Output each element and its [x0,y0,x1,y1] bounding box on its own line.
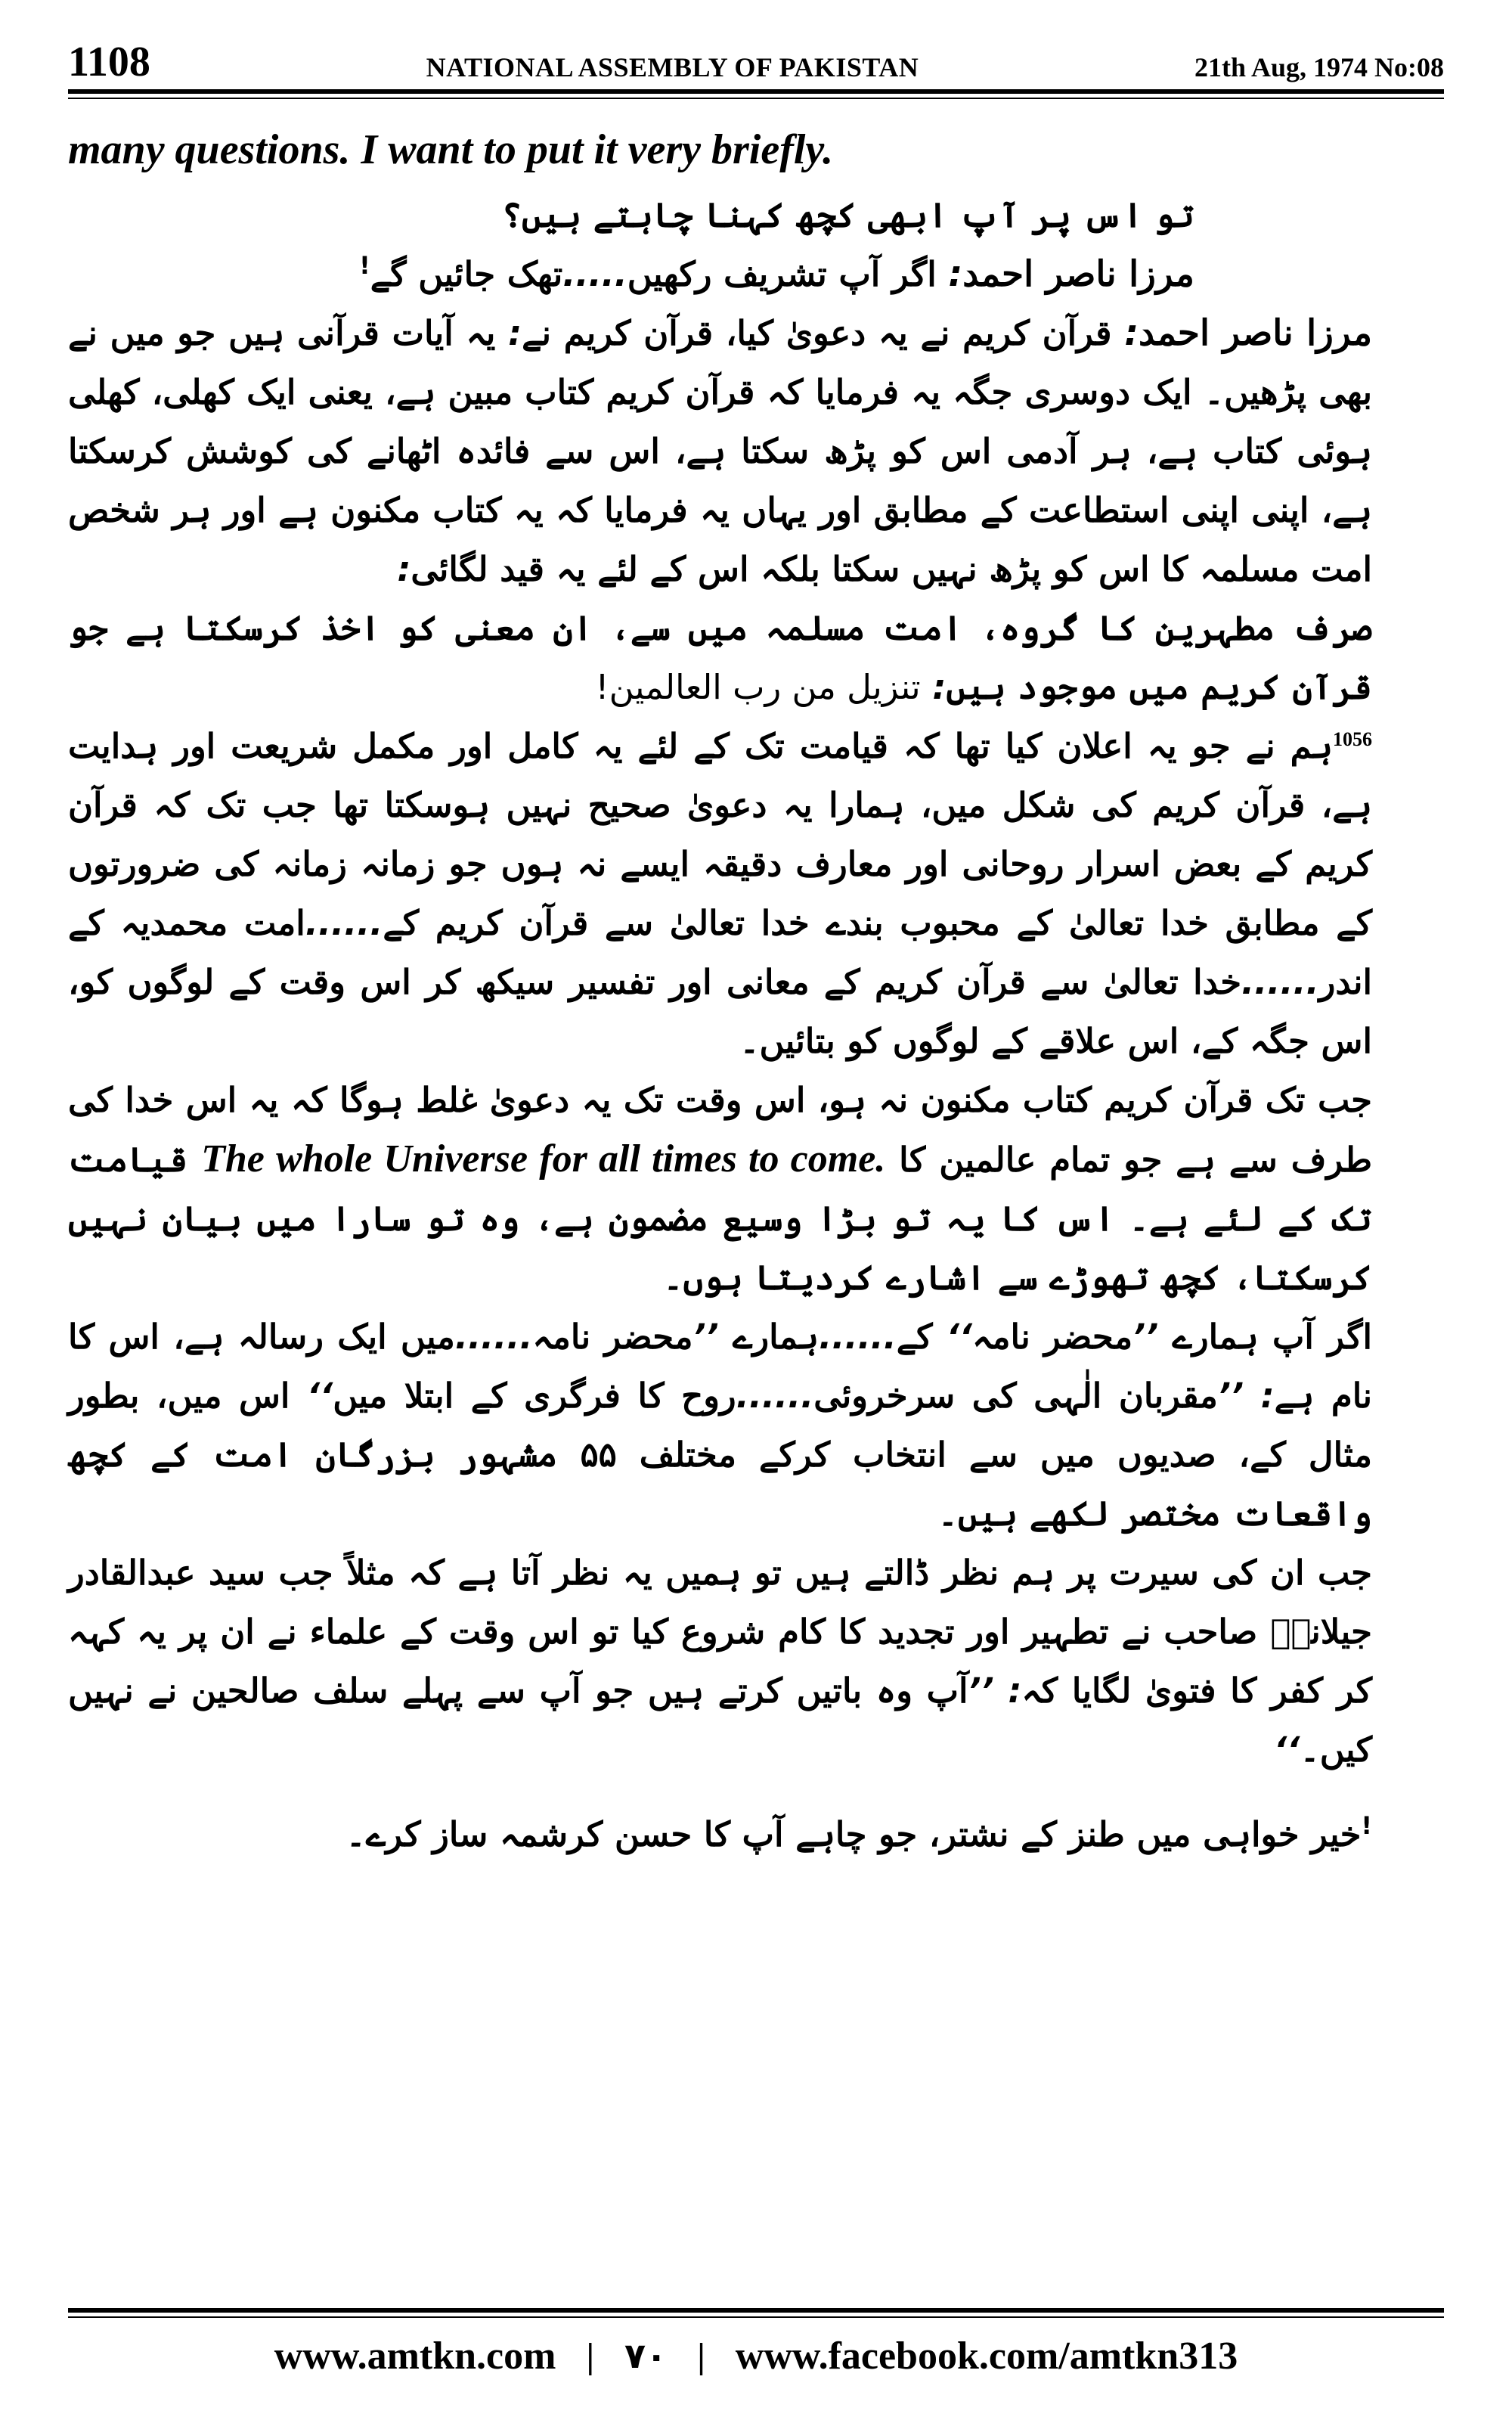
page-header [68,30,1444,83]
footer-separator-right: | [697,2335,705,2376]
header-rule-thin [68,98,1444,99]
header-date-number: 21th Aug, 1974 No:08 [1194,52,1444,82]
speaker-paragraph-1 [68,245,1444,304]
paragraph-text-b: قیامت تک کے لئے ہے۔ اس کا یہ تو بڑا وسیع مضمون ہے، وہ تو سارا میں بیان نہیں کرسکتا، کچھ تھوڑے سے اشارے کردیتا ہوں۔ [68,1140,1372,1298]
footnote-reference: ! [359,251,370,281]
inline-english-phrase: The whole Universe for all times to come. [201,1137,886,1181]
footnote-mark: ! [1361,1811,1372,1841]
footer-rule-thin [68,2316,1444,2318]
paragraph-text-a: جب تک قرآن کریم کتاب مکنون نہ ہو، اس وقت تک یہ دعویٰ غلط ہوگا کہ یہ اس خدا کی طرف سے ہے جو تمام عالمین کا [68,1080,1373,1181]
paragraph-1056 [68,717,1444,1071]
header-title: NATIONAL ASSEMBLY OF PAKISTAN [426,52,919,82]
page-footer [68,2329,1444,2382]
footer-rule-thick [68,2308,1444,2313]
universe-paragraph [68,1071,1444,1308]
paragraph-text: صرف مطہرین کا گروہ، امت مسلمہ میں سے، ان معنی کو اخذ کرسکتا ہے جو قرآن کریم میں موجود ہیں: [68,608,1372,708]
speaker-name: مرزا ناصر احمد: [948,253,1194,296]
mahzarnama-paragraph [68,1308,1444,1544]
urdu-page-number: ۷۰ [624,2335,668,2376]
website-link[interactable]: www.amtkn.com [274,2334,556,2378]
jilani-paragraph [68,1544,1444,1779]
quote-paragraph [68,599,1444,717]
arabic-verse: تنزیل من رب العالمین! [595,667,921,708]
speaker-paragraph-2 [68,304,1444,599]
page-number: 1108 [68,39,150,85]
paragraph-text: اگر آپ ہمارے ’’محضر نامہ‘‘ کے......ہمارے ’’محضر نامہ......میں ایک رسالہ ہے، اس کا نام ہے: ’’مقربان الٰہی کی سرخروئی......روح کا فرگری کے ابتلا میں‘‘ اس میں، بطور مثال کے، صدیوں میں سے انتخاب کرکے مختلف ۵۵ مشہور بزرگان امت کے کچھ واقعات مختصر لکھے ہیں۔ [68,1317,1372,1534]
speaker-text: قرآن کریم نے یہ دعویٰ کیا، قرآن کریم نے: یہ آیات قرآنی ہیں جو میں نے بھی پڑھیں۔ ایک دوسری جگہ یہ فرمایا کہ قرآن کریم کتاب مبین ہے، یعنی ایک کھلی، کھلی ہوئی کتاب ہے، ہر آدمی اس کو پڑھ سکتا ہے، اس سے فائدہ اٹھانے کی کوشش کرسکتا ہے، اپنی اپنی استطاعت کے مطابق اور یہاں یہ فرمایا کہ یہ کتاب مکنون ہے اور ہر شخص امت مسلمہ کا اس کو پڑھ نہیں سکتا بلکہ اس کے لئے یہ قید لگائی: [68,313,1372,590]
opening-english-line: many questions. I want to put it very briefly. [68,126,834,173]
question-text: تو اس پر آپ ابھی کچھ کہنا چاہتے ہیں؟ [501,195,1194,236]
header-rule-thick [68,89,1444,94]
speaker-text: اگر آپ تشریف رکھیں.....تھک جائیں گے [370,254,949,295]
footnote-text: خیر خواہی میں طنز کے نشتر، جو چاہے آپ کا حسن کرشمہ ساز کرے۔ [345,1814,1362,1855]
page-body [68,110,1444,1864]
reference-number: 1056 [1333,728,1372,751]
question-paragraph [68,186,1444,245]
footnote [68,1805,1444,1864]
paragraph-text: جب ان کی سیرت پر ہم نظر ڈالتے ہیں تو ہمیں یہ نظر آتا ہے کہ مثلاً جب سید عبدالقادر جیلانیؒ صاحب نے تطہیر اور تجدید کا کام شروع کیا تو اس وقت کے علماء نے ان پر یہ کہہ کر کفر کا فتویٰ لگایا کہ: ’’آپ وہ باتیں کرتے ہیں جو آپ سے پہلے سلف صالحین نے نہیں کیں۔‘‘ [68,1553,1372,1770]
speaker-name: مرزا ناصر احمد: [1124,312,1372,355]
paragraph-text: ہم نے جو یہ اعلان کیا تھا کہ قیامت تک کے لئے یہ کامل اور مکمل شریعت اور ہدایت ہے، قرآن کریم کی شکل میں، ہمارا یہ دعویٰ صحیح نہیں ہوسکتا تھا جب تک کہ قرآن کریم کے بعض اسرار روحانی اور معارف دقیقہ ایسے نہ ہوں جو زمانہ زمانہ کی ضرورتوں کے مطابق خدا تعالیٰ کے محبوب بندے خدا تعالیٰ سے قرآن کریم کے......امت محمدیہ کے اندر......خدا تعالیٰ سے قرآن کریم کے معانی اور تفسیر سیکھ کر اس وقت کے لوگوں کو، اس جگہ کے، اس علاقے کے لوگوں کو بتائیں۔ [68,726,1372,1062]
footer-separator-left: | [586,2335,595,2376]
facebook-link[interactable]: www.facebook.com/amtkn313 [735,2334,1238,2378]
